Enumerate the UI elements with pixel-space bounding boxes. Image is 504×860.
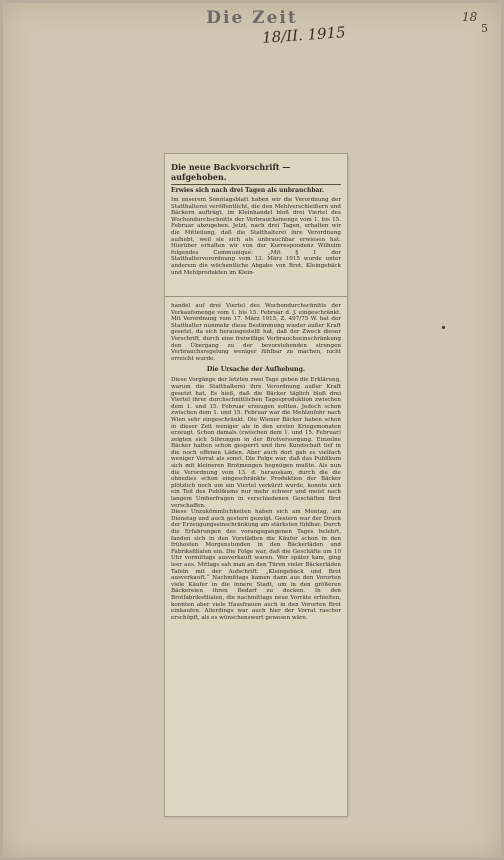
article-paragraph-1: Im unserem Sonntagsblatt haben wir die Verordnung der Statthalterei veröffentlicht, die den Mehlverschleißern und Bäckern aufträgt, im Kleinhandel bloß drei Viertel des Wochendurchschnitts der Verbrauchsmenge vom 1. bis 15. Februar abzugeben. Jetzt, nach drei Tagen, erhalten wir die Mitteilung, daß die Statthalterei ihre Verordnung aufhebt, weil sie sich als unbrauchbar erwiesen hat. Hierüber erhalten wir von der Korrespondenz Wilhelm folgendes Communiqué: „Mit § 1 der Statthalterverordnung vom 13. März 1915 wurde unter anderem die wöchentliche Abgabe von Brot, Kleingebäck und Mehlprodukten im Klein- bbox=[171, 197, 341, 276]
handwritten-page-number: 18 bbox=[462, 10, 478, 24]
article-paragraph-3: Diese Vorgänge der letzten zwei Tage geben die Erklärung, warum die Statthalterei ihre Verordnung außer Kraft gesetzt hat. Es hieß, daß die Bäcker täglich bloß drei Viertel ihrer durchschnittlichen Tagesproduktion zwischen dem 1. und 15. Februar erzeugen sollten. Jedoch schon zwischen dem 1. und 15. Februar war die Mehlzufuhr nach Wien sehr eingeschränkt. Die Wiener Bäcker haben schon in dieser Zeit weniger als in den ersten Kriegsmonaten erzeugt. Schon damals (zwischen dem 1. und 15. Februar) zeigten sich Störungen in der Brotversorgung. Einzelne Bäcker hatten schon gesperrt und ihre Kundschaft lief in die noch offenen Läden. Aber auch dort gab es vielfach weniger Vorrat als sonst. Die Folge war, daß das Publikum sich mit kleineren Brotmengen begnügen mußte. Als nun die Verordnung vom 13. d. herauskam, durch die die ohnedies schon eingeschränkte Produktion der Bäcker plötzlich noch um ein Viertel verkürzt wurde, konnte sich ein Teil des Publikums nur mehr schwer und meist nach langem Umherfragen in verschiedenen Geschäften Brot verschaffen. bbox=[171, 377, 341, 509]
article-headline: Die neue Backvorschrift — aufgehoben. bbox=[171, 162, 341, 185]
paper-spot bbox=[442, 326, 445, 329]
handwritten-date: 18/II. 1915 bbox=[261, 23, 347, 47]
article-subheadline: Erwies sich nach drei Tagen als unbrauchbar. bbox=[171, 187, 325, 194]
clipping-upper-part bbox=[165, 154, 347, 296]
clipping-lower-part bbox=[165, 296, 347, 816]
newspaper-title-stamp: Die Zeit bbox=[206, 8, 298, 28]
article-section-heading: Die Ursache der Aufhebung. bbox=[206, 366, 306, 374]
printed-page-number: 5 bbox=[481, 22, 488, 35]
article-paragraph-2: handel auf drei Viertel des Wochendurchschnitts der Verkaufsmenge vom 1. bis 15. Februar d. J. eingeschränkt. Mit Verordnung vom 17. März 1915, Z. 497/75 W. hat der Statthalter nunmehr diese Bestimmung wieder außer Kraft gesetzt, da sich herausgestellt hat, daß der Zweck dieser Vorschrift, durch eine freiwillige Verbrauchseinschränkung den Übergang zu der bevorstehenden strengen Verbrauchsregelung weniger fühlbar zu machen, nicht erreicht wurde. bbox=[171, 303, 341, 362]
newspaper-clipping bbox=[165, 154, 347, 816]
article-paragraph-4: Diese Unzukömmlichkeiten haben sich am Montag, am Dienstag und auch gestern gezeigt. Gestern war der Druck der Erzeugungseinschränkung am stärksten fühlbar. Durch die Erfahrungen des vorangegangenen Tages belehrt, fanden sich in den Vorstädten die Käufer schon in den frühesten Morgenstunden in den Bäckerläden und Fabriksfilialen ein. Die Folge war, daß die Geschäfte um 10 Uhr vormittags ausverkauft waren. Wer später kam, ging leer aus. Mittags sah man an den Türen vieler Bäckerläden Tafeln mit der Aufschrift: „Kleingebäck und Brot ausverkauft.“ Nachmittags kamen dann aus den Vororten viele Käufer in die innere Stadt, um in den größeren Bäckereien ihren Bedarf zu decken. In den Brotfabriksfilialen, die nachmittags neue Vorräte erhielten, konnten aber viele Hausfrauen auch in den Vororten Brot einkaufen. Allerdings war auch hier der Vorrat rascher erschöpft, als es wünschenswert gewesen wäre. bbox=[171, 509, 341, 621]
